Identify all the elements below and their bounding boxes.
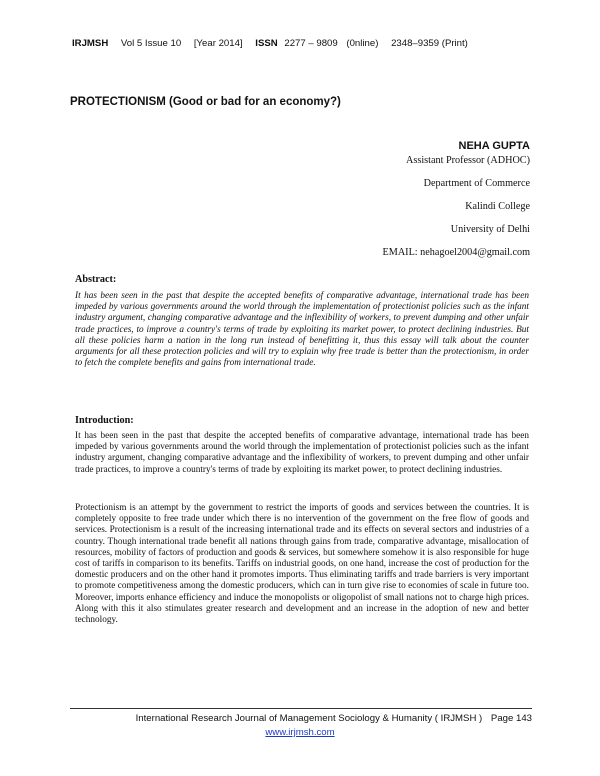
abstract-text: It has been seen in the past that despite the accepted benefits of comparative advantage, international trade has been impeded by various governments around the world through the implementation of protectionist policies such as the infant industry argument, changing comparative advantage and the inflexibility of workers, to prevent dumping and other unfair trade practices, to improve a country's terms of trade by exploiting its market power, to protect declining industries. But all these policies harm a nation in the long run instead of benefitting it, thus this essay will talk about the counter arguments for all these protection policies and will try to explain why free trade is better than the protectionism, in order to fetch the complete benefits and gains from international trade.: [75, 291, 529, 369]
volume-issue: Vol 5 Issue 10: [120, 38, 182, 49]
page-number: Page 143: [490, 713, 532, 724]
author-position: Assistant Professor (ADHOC): [406, 155, 530, 166]
intro-paragraph-1: It has been seen in the past that despite the accepted benefits of comparative advantage, international trade has been impeded by various governments around the world through the implementation of protectionist policies such as the infant industry argument, changing comparative advantage and the inflexibility of workers, to prevent dumping and other unfair trade practices, to improve a country's terms of trade by exploiting its market power, to protect declining industries.: [75, 431, 529, 475]
introduction-heading: Introduction:: [75, 415, 134, 426]
footer-divider: [70, 708, 532, 709]
year: [Year 2014]: [193, 38, 243, 49]
online-label: (0nline): [346, 38, 379, 49]
journal-header: [72, 38, 532, 49]
journal-footer: [70, 713, 532, 724]
issn-label: ISSN: [255, 38, 278, 49]
footer-journal-name: International Research Journal of Management Sociology & Humanity ( IRJMSH ): [135, 713, 483, 724]
author-email: EMAIL: nehagoel2004@gmail.com: [382, 247, 530, 258]
abstract-heading: Abstract:: [75, 274, 117, 285]
issn-online: 2277 – 9809: [284, 38, 338, 49]
author-university: University of Delhi: [450, 224, 530, 235]
paper-title: PROTECTIONISM (Good or bad for an economy?): [70, 96, 341, 108]
author-block: [383, 140, 530, 270]
website-link[interactable]: www.irjmsh.com: [265, 727, 335, 738]
journal-abbrev: IRJMSH: [72, 38, 109, 49]
intro-paragraph-2: Protectionism is an attempt by the government to restrict the imports of goods and services between the countries. It is completely opposite to free trade under which there is no intervention of the government on the free flow of goods and services. Protectionism is a result of the increasing international trade and its effects on several sectors and industries of a country. Though international trade benefit all nations through gains from trade, comparative advantage, misallocation of resources, mobility of factors of production and goods & services, but somewhere somehow it is also responsible for huge cost of tariffs in comparison to its benefits. Tariffs on industrial goods, on one hand, increase the cost of production for the domestic producers and on the other hand it promotes imports. Thus eliminating tariffs and trade barriers is very important to promote competitiveness among the domestic producers, which can in turn give rise to economies of scale in future too. Moreover, imports enhance efficiency and induce the monopolists or oligopolist of small nations not to charge high prices. Along with this it also stimulates greater research and development and an increase in the adoption of new and better technology.: [75, 503, 529, 626]
author-department: Department of Commerce: [423, 178, 530, 189]
author-college: Kalindi College: [465, 201, 530, 212]
author-name: NEHA GUPTA: [458, 140, 530, 152]
issn-print: 2348–9359 (Print): [391, 38, 468, 49]
